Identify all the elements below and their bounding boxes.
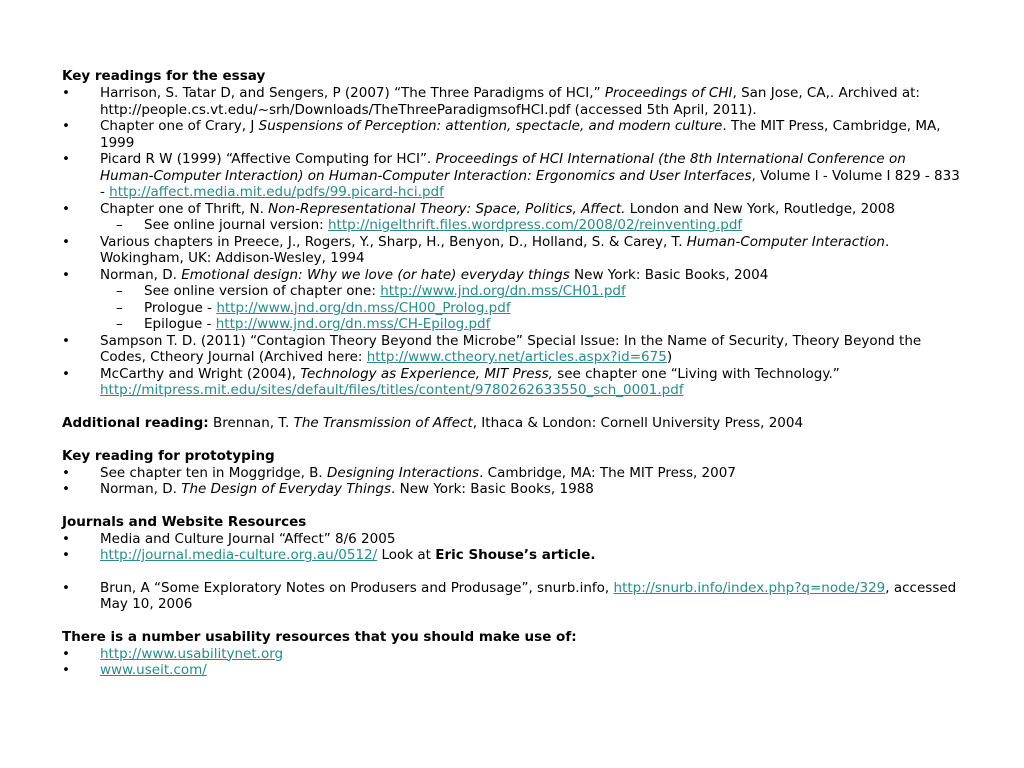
item-emphasis: Eric Shouse’s article. [435,547,596,563]
item-text: See online version of chapter one: [144,283,381,299]
item-text: , accessed May 10, 2006 [100,579,957,612]
bullet-icon: • [62,645,70,662]
item-text: see chapter one “Living with Technology.” [552,365,840,382]
item-text: Chapter one of Thrift, N. [100,200,269,217]
list-item-usabilitynet [62,646,962,663]
item-title: Emotional design: Why we love (or hate) everyday things [181,266,570,283]
item-text: ) [666,349,673,365]
item-text: Various chapters in Preece, J., Rogers, Y., Sharp, H., Benyon, D., Holland, S. & Carey, T. [100,233,687,250]
bullet-icon: • [62,233,70,250]
spacer [62,399,962,415]
item-text: . Cambridge, MA: The MIT Press, 2007 [479,464,736,481]
bullet-icon: • [62,481,70,497]
norman-prologue-link[interactable]: http://www.jnd.org/dn.mss/CH00_Prolog.pdf [216,299,511,316]
item-title: The Design of Everyday Things [181,481,392,497]
sampson-link[interactable]: http://www.ctheory.net/articles.aspx?id=675 [366,349,667,365]
item-text: Media and Culture Journal “Affect” 8/6 2005 [100,530,396,547]
bullet-icon: • [62,530,70,547]
item-text: , Volume I - Volume I 829 - 833 - [100,167,960,200]
useit-link[interactable]: www.useit.com/ [100,662,207,678]
item-text: . The MIT Press, Cambridge, MA, 1999 [100,118,941,151]
list-item-media-culture-link [62,547,962,564]
norman-ch01-link[interactable]: http://www.jnd.org/dn.mss/CH01.pdf [380,283,626,299]
sub-item-norman-ch01 [62,283,962,300]
dash-icon: – [116,217,123,233]
item-text: London and New York, Routledge, 2008 [625,200,895,217]
item-text: , San Jose, CA,. Archived at: http://people.cs.vt.edu/~srh/Downloads/TheThreeParadigmsofHCI.pdf (accessed 5th April, 2011). [100,85,920,118]
bullet-icon: • [62,365,70,382]
sub-item-thrift-journal [62,217,962,234]
item-text: Brun, A “Some Exploratory Notes on Produsers and Produsage”, snurb.info, [100,579,614,596]
brun-link[interactable]: http://snurb.info/index.php?q=node/329 [613,579,886,596]
item-text: . New York: Basic Books, 1988 [391,481,594,497]
list-item-norman-everyday [62,481,962,498]
item-text: Norman, D. [100,266,182,283]
bullet-icon: • [62,332,70,349]
item-title: Proceedings of HCI International (the 8th International Conference on Human-Computer Interaction) on Human-Computer Interaction: Ergonomics and User Interfaces [100,151,906,184]
spacer [62,432,962,448]
list-item-thrift [62,201,962,218]
item-text: Chapter one of Crary, J [100,118,259,134]
item-title: Non-Representational Theory: Space, Politics, Affect. [268,200,626,217]
item-text: Epilogue - [144,316,216,332]
list-item-useit [62,662,962,679]
item-text: See chapter ten in Moggridge, B. [100,464,327,481]
section-heading-prototyping: Key reading for prototyping [62,447,275,464]
list-item-harrison [62,85,962,118]
item-text: Sampson T. D. (2011) “Contagion Theory Beyond the Microbe” Special Issue: In the Name of Security, Theory Beyond the Codes, Ctheory Journal (Archived here: [100,332,922,365]
bullet-icon: • [62,266,70,283]
bullet-icon: • [62,118,70,134]
item-title: Proceedings of CHI [604,85,733,101]
list-item-norman [62,267,962,284]
item-title: The Transmission of Affect [293,414,473,431]
item-text: New York: Basic Books, 2004 [569,266,769,283]
thrift-link[interactable]: http://nigelthrift.files.wordpress.com/2008/02/reinventing.pdf [327,217,743,233]
spacer [62,613,962,629]
sub-item-norman-epilogue [62,316,962,333]
dash-icon: – [116,316,123,332]
section-heading-journals: Journals and Website Resources [62,513,307,530]
item-title: Human-Computer Interaction [686,233,885,250]
bullet-icon: • [62,547,70,563]
dash-icon: – [116,283,123,299]
bullet-icon: • [62,579,70,596]
item-title: Suspensions of Perception: attention, spectacle, and modern culture [258,118,723,134]
bullet-icon: • [62,662,70,678]
additional-reading-label: Additional reading: [62,414,209,431]
item-text: , Ithaca & London: Cornell University Press, 2004 [472,414,804,431]
media-culture-link[interactable]: http://journal.media-culture.org.au/0512/ [100,547,378,563]
item-text: Harrison, S. Tatar D, and Sengers, P (2007) “The Three Paradigms of HCI,” [100,85,605,101]
item-title: Designing Interactions [327,464,480,481]
item-title: Technology as Experience, MIT Press, [300,365,553,382]
spacer [62,564,962,580]
section-heading-usability: There is a number usability resources that you should make use of: [62,628,577,645]
picard-link[interactable]: http://affect.media.mit.edu/pdfs/99.picard-hci.pdf [109,184,444,200]
item-text: Brennan, T. [208,414,294,431]
item-text: Prologue - [144,299,217,316]
document-page [62,68,962,679]
spacer [62,498,962,514]
item-text: Look at [377,547,436,563]
item-text: Norman, D. [100,481,182,497]
list-item-mccarthy [62,366,962,399]
list-item-crary [62,118,962,151]
item-text: . Wokingham, UK: Addison-Wesley, 1994 [100,233,890,266]
list-item-brun [62,580,962,613]
bullet-icon: • [62,464,70,481]
bullet-icon: • [62,200,70,217]
sub-item-norman-prologue [62,300,962,317]
list-item-picard [62,151,962,201]
list-item-sampson [62,333,962,366]
item-text: McCarthy and Wright (2004), [100,365,301,382]
mccarthy-link[interactable]: http://mitpress.mit.edu/sites/default/files/titles/content/9780262633550_sch_0001.pdf [100,382,684,398]
list-item-preece [62,234,962,267]
section-heading-key-readings-essay: Key readings for the essay [62,68,266,84]
dash-icon: – [116,299,123,316]
item-text: See online journal version: [144,217,328,233]
item-text: Picard R W (1999) “Affective Computing for HCI”. [100,151,436,167]
bullet-icon: • [62,151,70,167]
usabilitynet-link[interactable]: http://www.usabilitynet.org [100,645,284,662]
list-item-moggridge [62,465,962,482]
bullet-icon: • [62,85,70,101]
list-item-media-culture [62,531,962,548]
additional-reading [62,415,962,432]
norman-epilogue-link[interactable]: http://www.jnd.org/dn.mss/CH-Epilog.pdf [215,316,491,332]
